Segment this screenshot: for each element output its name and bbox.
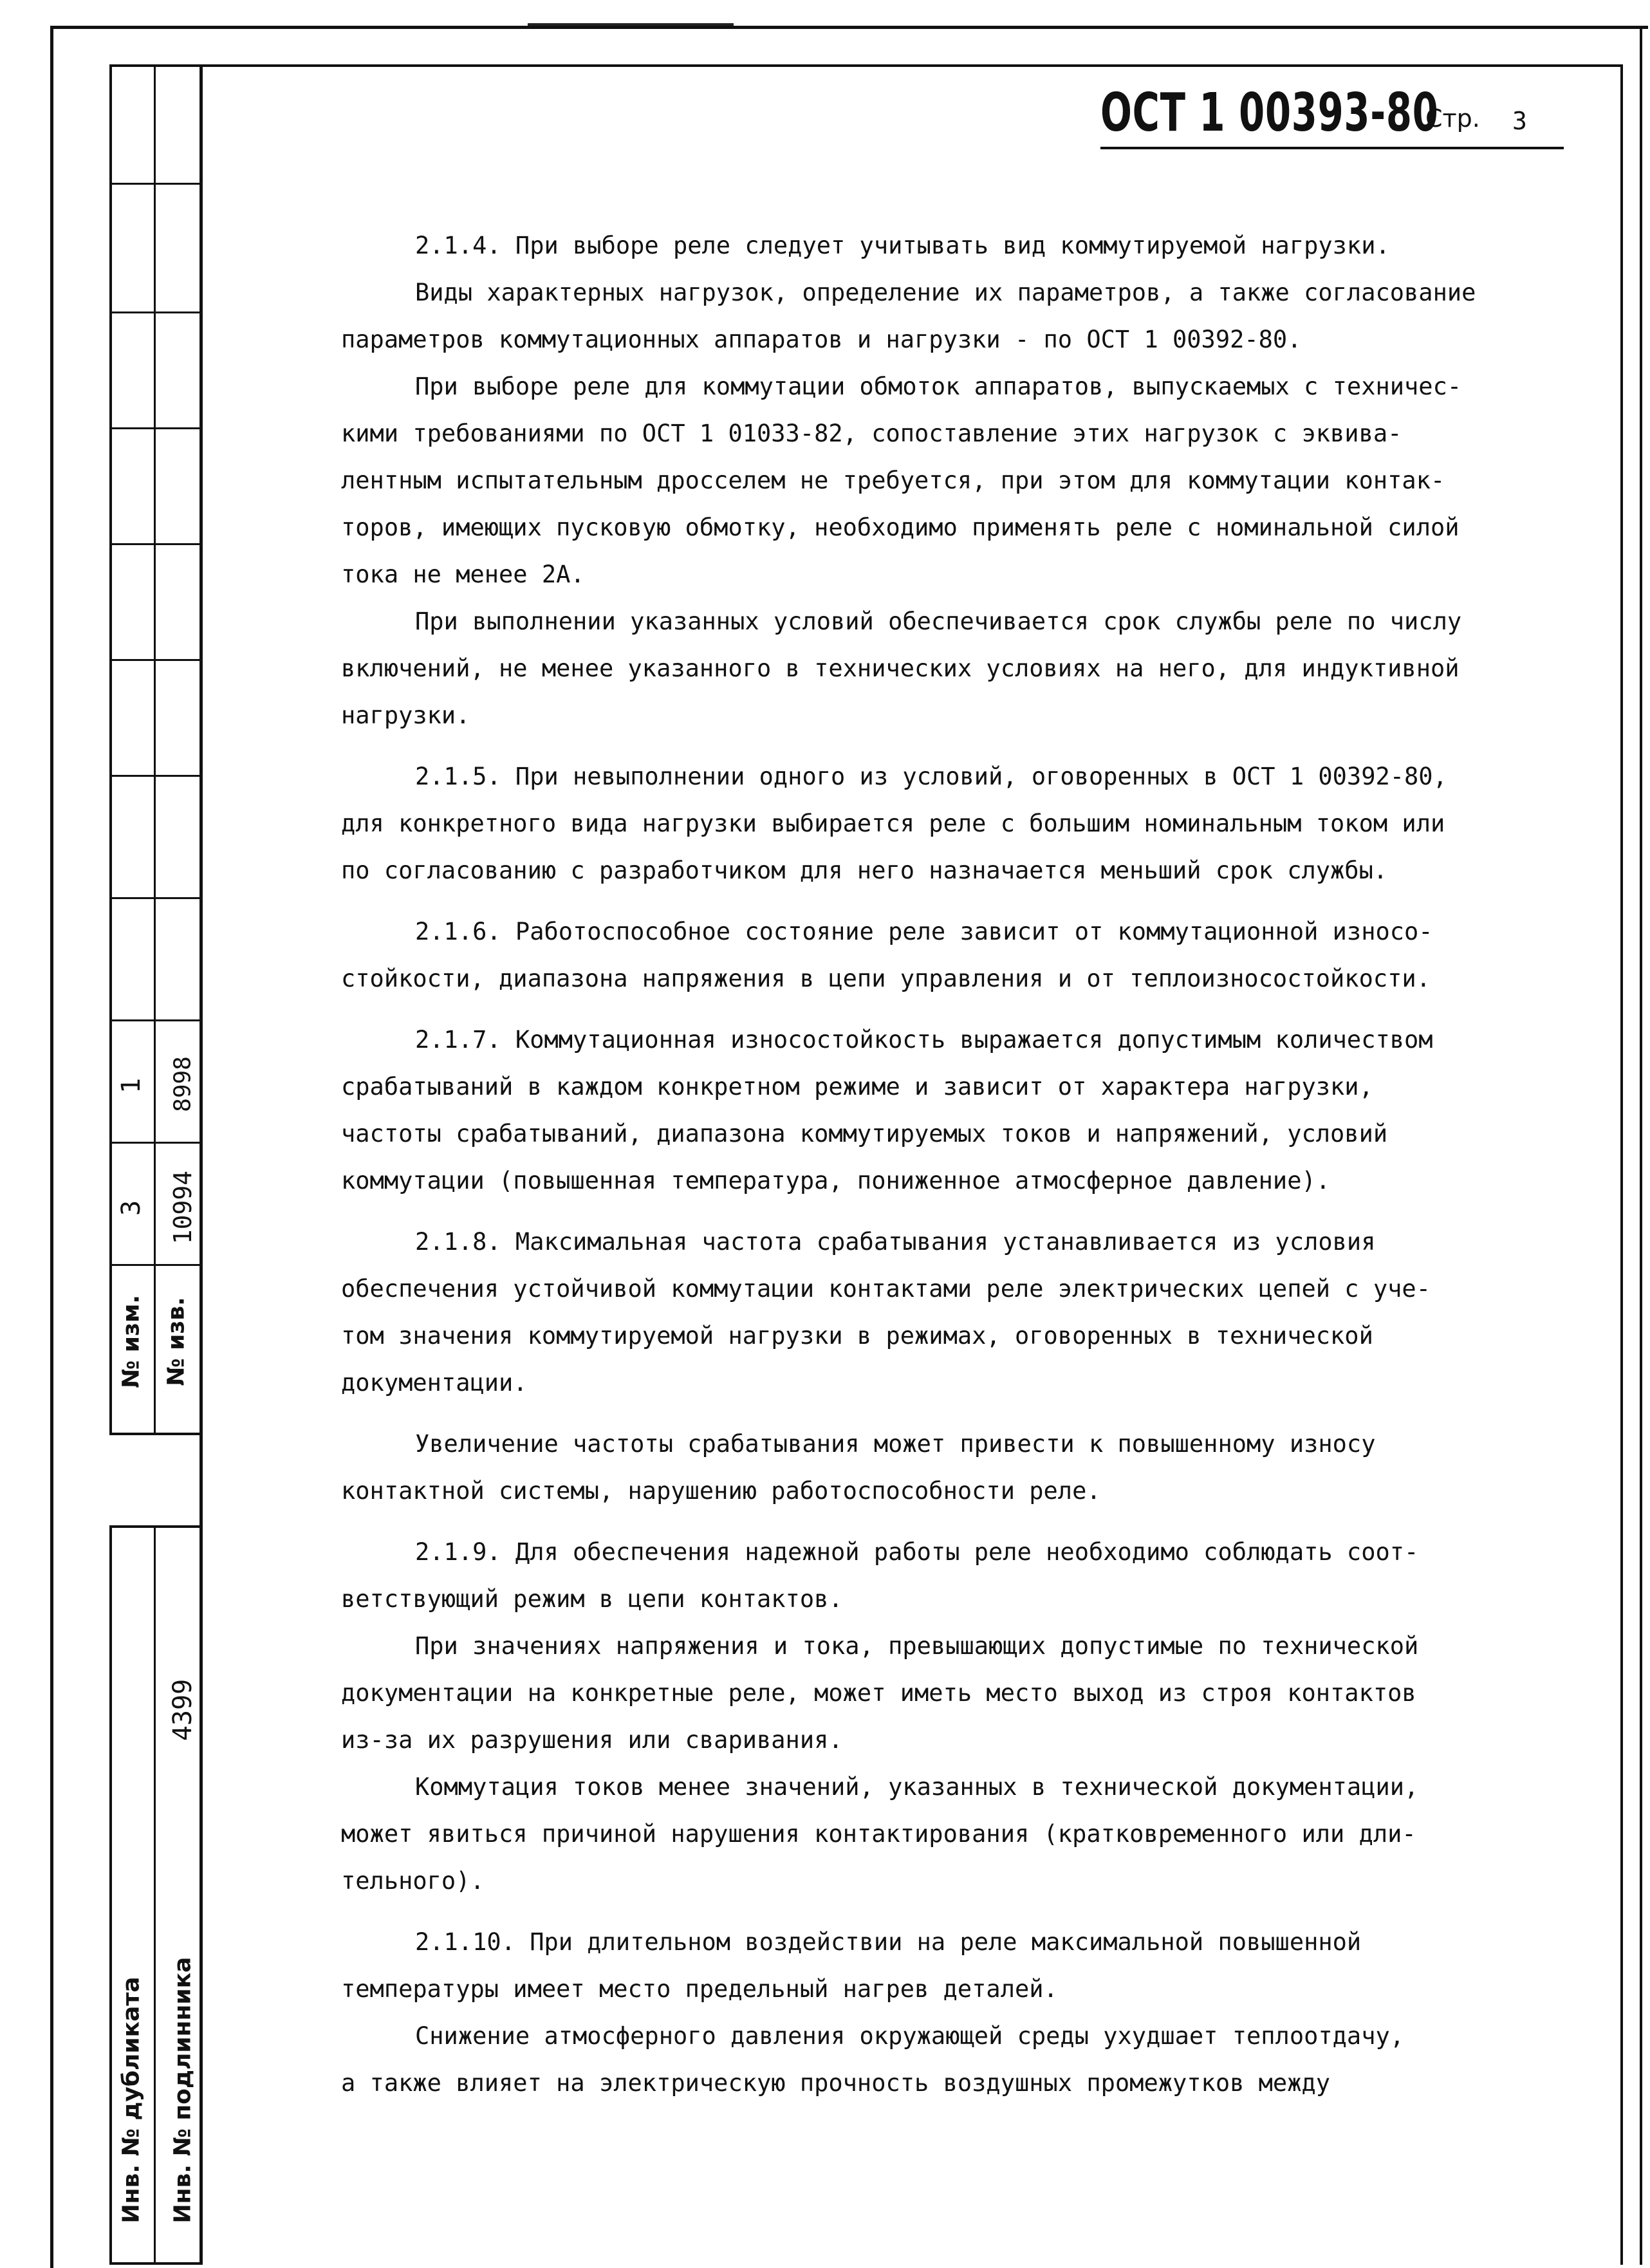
text-line: стойкости, диапазона напряжения в цепи управления и от теплоизносостойкости. bbox=[341, 965, 1431, 992]
text-line: обеспечения устойчивой коммутации контактами реле электрических цепей с уче- bbox=[341, 1275, 1431, 1303]
inventory-strip bbox=[109, 1525, 199, 2265]
text-line: температуры имеет место предельный нагрев деталей. bbox=[341, 1975, 1058, 2003]
text-line: При выборе реле для коммутации обмоток аппаратов, выпускаемых с техничес- bbox=[415, 373, 1462, 400]
notice-no-label: № изв. bbox=[163, 1297, 190, 1386]
page-frame-right bbox=[1640, 26, 1642, 2265]
notice-no-2: 10994 bbox=[169, 1170, 197, 1245]
text-line: включений, не менее указанного в технических условиях на него, для индуктивной bbox=[341, 655, 1460, 682]
text-line: торов, имеющих пусковую обмотку, необходимо применять реле с номинальной силой bbox=[341, 514, 1460, 541]
document-body bbox=[341, 222, 1583, 2106]
text-line: При выполнении указанных условий обеспечивается срок службы реле по числу bbox=[415, 608, 1462, 635]
text-line: срабатываний в каждом конкретном режиме и зависит от характера нагрузки, bbox=[341, 1073, 1373, 1101]
text-line: 2.1.8. Максимальная частота срабатывания устанавливается из условия bbox=[415, 1228, 1376, 1256]
text-line: документации на конкретные реле, может иметь место выход из строя контактов bbox=[341, 1679, 1416, 1707]
text-line: 2.1.9. Для обеспечения надежной работы реле необходимо соблюдать соот- bbox=[415, 1538, 1419, 1566]
text-line: для конкретного вида нагрузки выбирается реле с большим номинальным током или bbox=[341, 810, 1445, 837]
text-line: а также влияет на электрическую прочность воздушных промежутков между bbox=[341, 2069, 1331, 2097]
text-line: При значениях напряжения и тока, превышающих допустимые по технической bbox=[415, 1632, 1419, 1660]
text-line: Увеличение частоты срабатывания может привести к повышенному износу bbox=[415, 1430, 1376, 1458]
text-line: 2.1.7. Коммутационная износостойкость выражается допустимым количеством bbox=[415, 1026, 1433, 1054]
text-line: коммутации (повышенная температура, пониженное атмосферное давление). bbox=[341, 1167, 1331, 1194]
text-line: 2.1.4. При выборе реле следует учитывать вид коммутируемой нагрузки. bbox=[415, 232, 1390, 259]
text-line: тельного). bbox=[341, 1867, 485, 1895]
main-frame-right bbox=[1620, 64, 1623, 2265]
text-line: кими требованиями по ОСТ 1 01033-82, сопоставление этих нагрузок с эквива- bbox=[341, 420, 1402, 447]
text-line: том значения коммутируемой нагрузки в режимах, оговоренных в технической bbox=[341, 1322, 1373, 1350]
original-inv-label: Инв. № подлинника bbox=[169, 1957, 196, 2224]
change-no-2: 3 bbox=[116, 1200, 146, 1216]
notice-no-1: 8998 bbox=[169, 1056, 196, 1112]
text-line: Коммутация токов менее значений, указанных в технической документации, bbox=[415, 1773, 1419, 1801]
text-line: ветствующий режим в цепи контактов. bbox=[341, 1585, 843, 1613]
change-no-1: 1 bbox=[116, 1077, 146, 1094]
text-line: Виды характерных нагрузок, определение их параметров, а также согласование bbox=[415, 279, 1476, 306]
page-header bbox=[1100, 76, 1564, 149]
text-line: 2.1.10. При длительном воздействии на реле максимальной повышенной bbox=[415, 1928, 1362, 1956]
text-line: тока не менее 2А. bbox=[341, 561, 585, 588]
page-number: 3 bbox=[1512, 107, 1527, 135]
text-line: может явиться причиной нарушения контактирования (кратковременного или дли- bbox=[341, 1820, 1416, 1848]
standard-code: ОСТ 1 00393-80 bbox=[1100, 82, 1439, 144]
original-inv-value: 4399 bbox=[168, 1678, 198, 1742]
text-line: из-за их разрушения или сваривания. bbox=[341, 1726, 843, 1754]
text-line: частоты срабатываний, диапазона коммутируемых токов и напряжений, условий bbox=[341, 1120, 1388, 1148]
text-line: лентным испытательным дросселем не требуется, при этом для коммутации контак- bbox=[341, 467, 1445, 494]
text-line: 2.1.5. При невыполнении одного из условий, оговоренных в ОСТ 1 00392-80, bbox=[415, 763, 1447, 790]
text-line: контактной системы, нарушению работоспособности реле. bbox=[341, 1477, 1101, 1505]
text-line: нагрузки. bbox=[341, 702, 470, 729]
change-record-strip bbox=[109, 64, 199, 1435]
main-frame-left bbox=[199, 64, 203, 2265]
page-label: Стр. bbox=[1425, 104, 1480, 133]
text-line: Снижение атмосферного давления окружающей среды ухудшает теплоотдачу, bbox=[415, 2022, 1405, 2050]
main-frame-top bbox=[199, 64, 1623, 67]
text-line: 2.1.6. Работоспособное состояние реле зависит от коммутационной износо- bbox=[415, 918, 1433, 945]
text-line: документации. bbox=[341, 1369, 528, 1397]
change-no-label: № изм. bbox=[118, 1294, 145, 1389]
duplicate-inv-label: Инв. № дубликата bbox=[118, 1976, 145, 2224]
text-line: по согласованию с разработчиком для него назначается меньший срок службы. bbox=[341, 857, 1388, 884]
text-line: параметров коммутационных аппаратов и нагрузки - по ОСТ 1 00392-80. bbox=[341, 326, 1302, 353]
